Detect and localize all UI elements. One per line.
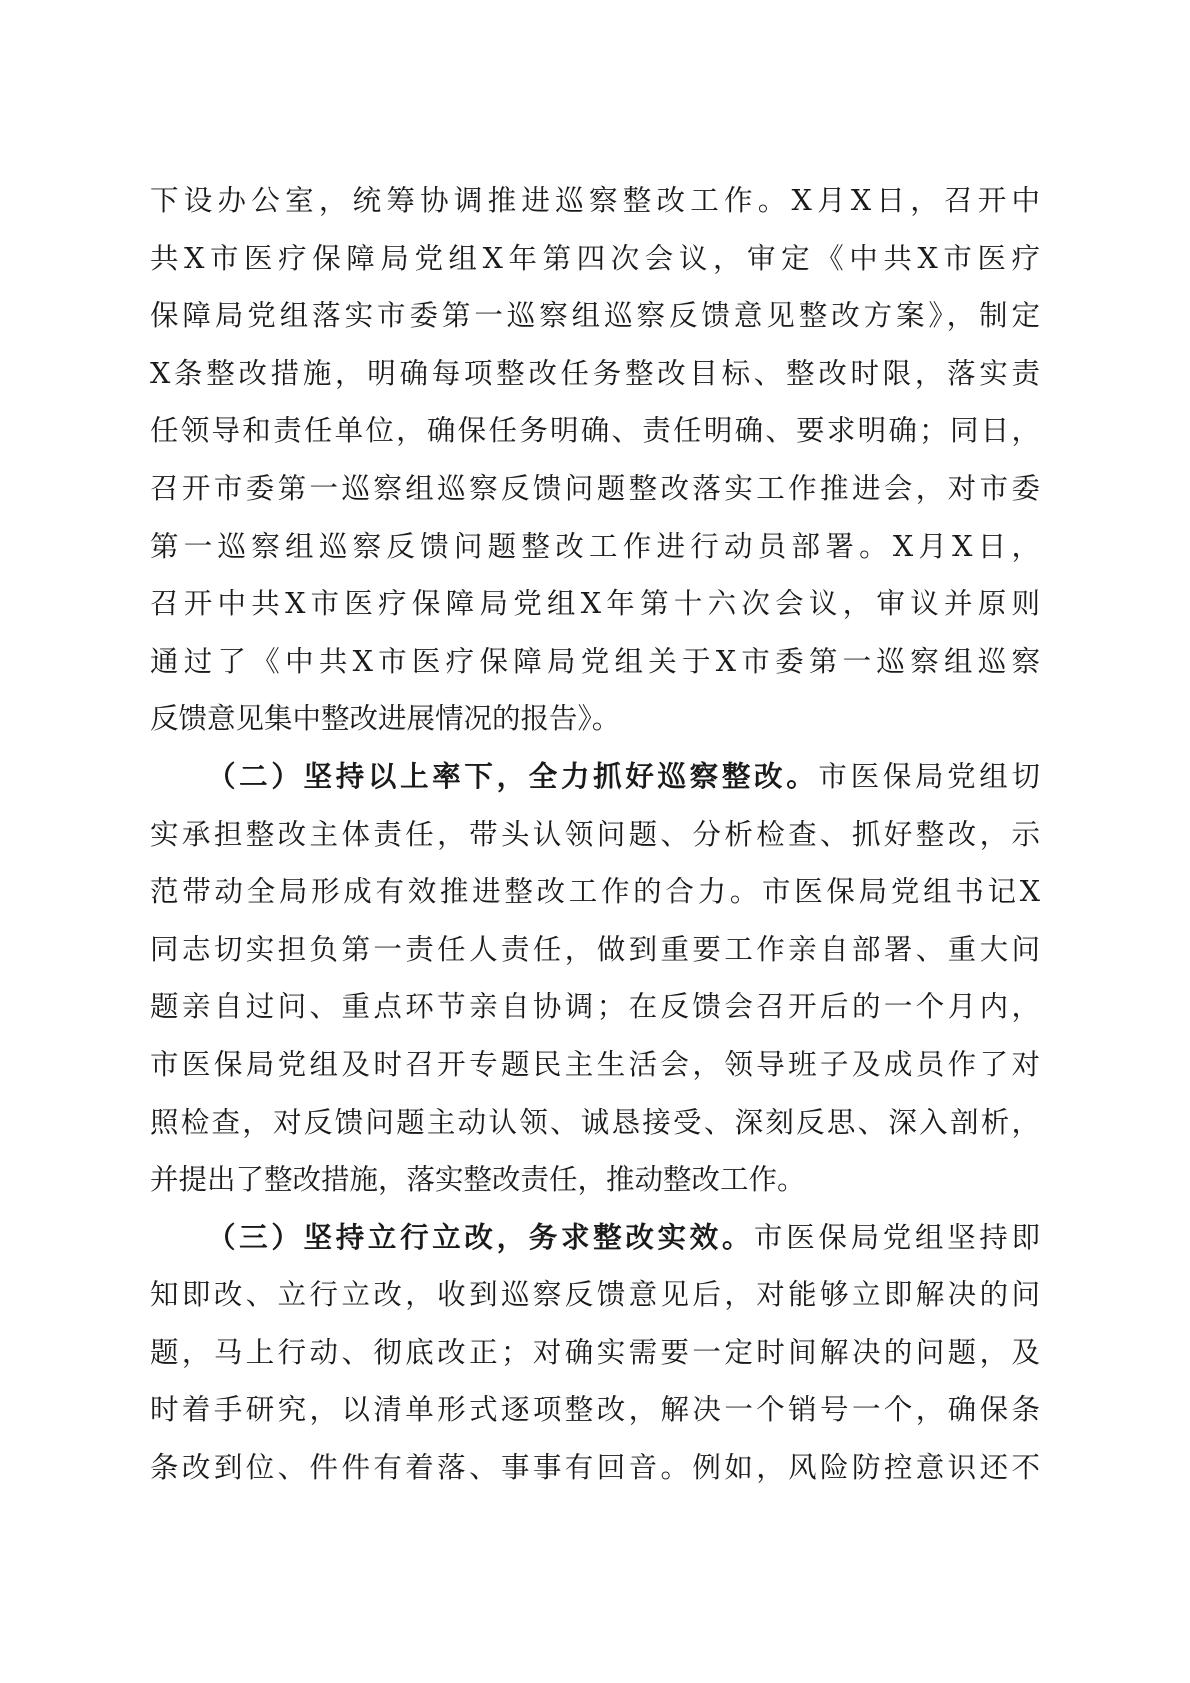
text-line: 题，马上行动、彻底改正；对确实需要一定时间解决的问题，及 <box>150 1335 1040 1369</box>
text-line: 照检查，对反馈问题主动认领、诚恳接受、深刻反思、深入剖析， <box>150 1105 1040 1139</box>
text-line: 共X市医疗保障局党组X年第四次会议，审定《中共X市医疗 <box>150 241 1040 275</box>
text-span: 市医保局党组坚持即 <box>754 1220 1040 1254</box>
text-line: 同志切实担负第一责任人责任，做到重要工作亲自部署、重大问 <box>150 932 1040 966</box>
text-line: 召开中共X市医疗保障局党组X年第十六次会议，审议并原则 <box>150 587 1040 621</box>
text-line <box>150 1209 1040 1267</box>
text-line: 并提出了整改措施，落实整改责任，推动整改工作。 <box>150 1163 806 1197</box>
text-line: 条改到位、件件有着落、事事有回音。例如，风险防控意识还不 <box>150 1451 1040 1485</box>
text-line: 题亲自过问、重点环节亲自协调；在反馈会召开后的一个月内， <box>150 990 1040 1024</box>
text-line: X条整改措施，明确每项整改任务整改目标、整改时限，落实责 <box>150 356 1040 390</box>
section-heading: （三）坚持立行立改，务求整改实效。 <box>207 1219 755 1254</box>
paragraph-2 <box>150 748 1040 1209</box>
text-line: 反馈意见集中整改进展情况的报告》。 <box>150 702 621 736</box>
text-line: 下设办公室，统筹协调推进巡察整改工作。X月X日，召开中 <box>150 184 1040 217</box>
section-heading: （二）坚持以上率下，全力抓好巡察整改。 <box>207 758 819 793</box>
document-page <box>150 172 1040 1497</box>
text-line: 知即改、立行立改，收到巡察反馈意见后，对能够立即解决的问 <box>150 1278 1040 1312</box>
text-span: 市医保局党组切 <box>818 759 1040 793</box>
text-line: 第一巡察组巡察反馈问题整改工作进行动员部署。X月X日， <box>150 529 1040 563</box>
text-line: 任领导和责任单位，确保任务明确、责任明确、要求明确；同日， <box>150 414 1040 448</box>
text-line: 时着手研究，以清单形式逐项整改，解决一个销号一个，确保条 <box>150 1393 1040 1427</box>
paragraph-3 <box>150 1209 1040 1497</box>
text-line: 召开市委第一巡察组巡察反馈问题整改落实工作推进会，对市委 <box>150 471 1040 505</box>
text-line: 实承担整改主体责任，带头认领问题、分析检查、抓好整改，示 <box>150 817 1040 851</box>
text-line: 保障局党组落实市委第一巡察组巡察反馈意见整改方案》，制定 <box>150 299 1040 333</box>
text-line: 范带动全局形成有效推进整改工作的合力。市医保局党组书记X <box>150 875 1040 909</box>
text-line: 通过了《中共X市医疗保障局党组关于X市委第一巡察组巡察 <box>150 644 1040 678</box>
paragraph-1 <box>150 172 1040 748</box>
text-line: 市医保局党组及时召开专题民主生活会，领导班子及成员作了对 <box>150 1047 1040 1081</box>
text-line <box>150 748 1040 806</box>
